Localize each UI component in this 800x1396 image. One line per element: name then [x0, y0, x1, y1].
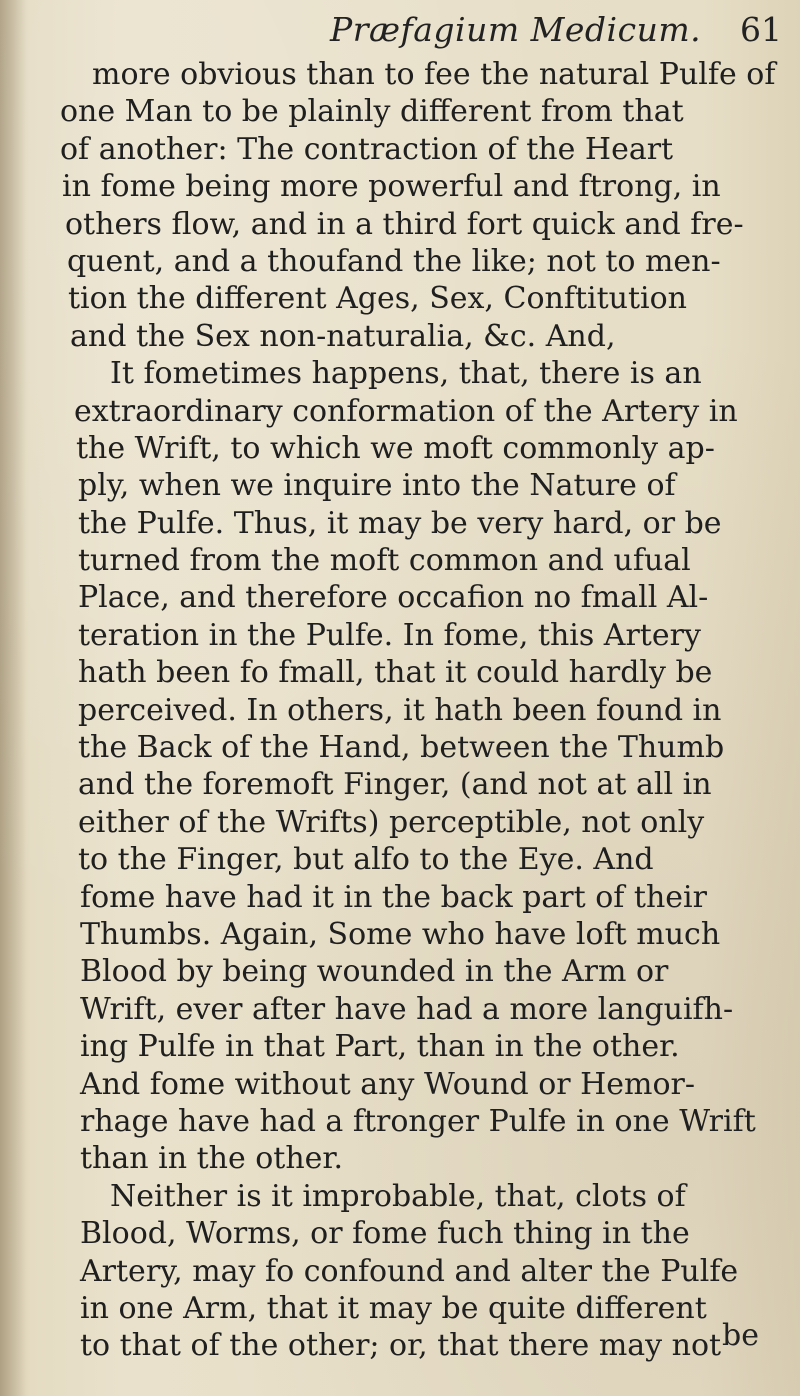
text-line-30: than in the other.: [80, 1141, 344, 1177]
text-line-22: to the Finger, but alfo to the Eye. And: [78, 842, 654, 878]
text-line-28: And fome without any Wound or Hemor-: [80, 1066, 696, 1102]
page-header: [0, 10, 800, 60]
text-line-18: perceived. In others, it hath been found in: [78, 692, 722, 728]
text-line-9: It fometimes happens, that, there is an: [110, 356, 702, 392]
text-line-3: of another: The contraction of the Heart: [60, 131, 674, 167]
text-line-32: Blood, Worms, or fome fuch thing in the: [80, 1216, 690, 1252]
catchword: be: [722, 1318, 759, 1353]
text-line-31: Neither is it improbable, that, clots of: [110, 1178, 686, 1214]
text-line-6: quent, and a thoufand the like; not to men-: [67, 243, 721, 279]
body-text: [0, 56, 800, 1365]
text-line-4: in fome being more powerful and ftrong, in: [62, 169, 721, 205]
text-line-11: the Wrift, to which we moft commonly ap-: [76, 430, 715, 466]
page-number: 61: [740, 10, 782, 49]
text-line-35: to that of the other; or, that there may not: [80, 1328, 722, 1364]
catchword-row: [0, 1318, 800, 1358]
text-line-8: and the Sex non-naturalia, &c. And,: [70, 318, 616, 354]
text-line-34: in one Arm, that it may be quite different: [80, 1290, 707, 1326]
text-line-23: fome have had it in the back part of their: [80, 879, 707, 915]
text-line-29: rhage have had a ftronger Pulfe in one Wrift: [80, 1103, 756, 1139]
text-line-25: Blood by being wounded in the Arm or: [80, 954, 669, 990]
text-line-33: Artery, may fo confound and alter the Pulfe: [80, 1253, 739, 1289]
text-line-15: Place, and therefore occafion no fmall Al-: [78, 580, 709, 616]
text-line-21: either of the Wrifts) perceptible, not only: [78, 804, 705, 840]
text-line-10: extraordinary conformation of the Artery in: [74, 393, 738, 429]
text-line-26: Wrift, ever after have had a more languifh-: [80, 991, 734, 1027]
text-line-12: ply, when we inquire into the Nature of: [78, 468, 676, 504]
text-line-14: turned from the moft common and ufual: [78, 543, 691, 579]
text-line-13: the Pulfe. Thus, it may be very hard, or be: [78, 505, 722, 541]
text-line-2: one Man to be plainly different from that: [60, 94, 684, 130]
running-title: Præfagium Medicum.: [330, 10, 702, 49]
text-line-20: and the foremoft Finger, (and not at all in: [78, 767, 712, 803]
text-line-1: more obvious than to fee the natural Pulfe of: [92, 57, 776, 92]
text-line-19: the Back of the Hand, between the Thumb: [78, 730, 725, 766]
text-line-24: Thumbs. Again, Some who have loft much: [80, 916, 721, 952]
text-line-5: others flow, and in a third fort quick and fre-: [65, 206, 744, 242]
text-line-7: tion the different Ages, Sex, Conftitution: [68, 281, 687, 317]
text-line-16: teration in the Pulfe. In fome, this Artery: [78, 617, 701, 653]
text-line-17: hath been fo fmall, that it could hardly be: [78, 655, 713, 691]
text-line-27: ing Pulfe in that Part, than in the other.: [80, 1029, 680, 1065]
